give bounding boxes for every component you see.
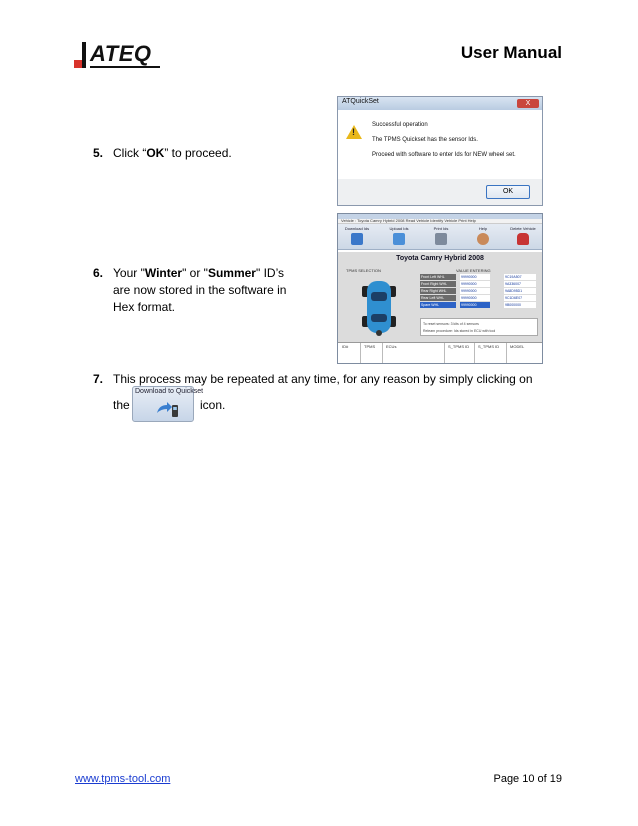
sensor-id-new[interactable]: 9C1D6E07 — [504, 295, 536, 301]
table-row-selected[interactable] — [420, 302, 538, 308]
sensor-id-old[interactable]: 99990000 — [460, 295, 490, 301]
sensor-id-new[interactable]: 9B000000 — [504, 302, 536, 308]
warning-mark: ! — [352, 127, 355, 137]
sensor-id-old[interactable]: 99990000 — [460, 274, 490, 280]
step-number: 7. — [93, 372, 104, 386]
sensor-id-new[interactable]: 9A8D95D1 — [504, 288, 536, 294]
text-run: ” to proceed. — [164, 146, 232, 160]
results-grid — [338, 342, 542, 364]
grid-header: ID# — [342, 344, 349, 349]
printer-icon — [435, 233, 447, 245]
tool-label: Print Ids — [433, 226, 449, 231]
car-icon — [517, 233, 529, 245]
tool-label: Help — [478, 226, 488, 231]
tool-label: Delete Vehicle — [510, 226, 536, 231]
toolbar-help-button[interactable] — [468, 226, 498, 248]
app-toolbar — [338, 224, 542, 250]
grid-divider — [474, 343, 475, 364]
wheel-position: Rear Left WHL — [420, 295, 456, 301]
dialog-message-1: Successful operation — [372, 122, 428, 128]
step-text — [113, 265, 286, 316]
grid-divider — [360, 343, 361, 364]
text-run: " or " — [182, 266, 208, 280]
text-line-1 — [113, 266, 284, 280]
grid-divider — [382, 343, 383, 364]
download-icon — [351, 233, 363, 245]
car-top-view-icon — [360, 278, 398, 336]
menu-text: Vehicle : Toyota Camry Hybrid 2008 Read Vehicle Identify Vehicle Print Help — [341, 218, 476, 223]
vehicle-name: Toyota Camry Hybrid 2008 — [396, 255, 484, 262]
grid-header: MODEL — [510, 344, 525, 349]
table-row[interactable] — [420, 288, 538, 294]
value-entering-header: VALUE ENTERING — [456, 268, 491, 273]
text-line-3: Hex format. — [113, 300, 176, 314]
ok-button[interactable]: OK — [486, 185, 530, 199]
dialog-titlebar — [338, 97, 542, 110]
step-number: 5. — [93, 146, 104, 160]
grid-header: TPMS — [364, 344, 376, 349]
sensor-id-new[interactable]: 9A336007 — [504, 281, 536, 287]
help-icon — [477, 233, 489, 245]
logo-dot — [74, 60, 82, 68]
grid-divider — [444, 343, 445, 364]
download-to-quickset-button[interactable] — [132, 386, 204, 422]
step-text — [113, 145, 232, 162]
sensor-id-old[interactable]: 99990000 — [460, 288, 490, 294]
tool-label: Download Ids — [344, 226, 370, 231]
ateq-logo — [74, 42, 164, 68]
sensor-id-new[interactable]: 9C19A507 — [504, 274, 536, 280]
ok-emphasis: OK — [146, 146, 165, 160]
toolbar-upload-button[interactable] — [384, 226, 414, 248]
grid-header: S_TPMS ID — [478, 344, 500, 349]
grid-header: ECUs — [386, 344, 397, 349]
tool-label: Upload Ids — [389, 226, 409, 231]
upload-icon — [393, 233, 405, 245]
step-7-line-2-after: icon. — [200, 398, 226, 412]
grid-header: S_TPMS ID — [448, 344, 470, 349]
step-number: 6. — [93, 266, 104, 280]
step-7-line-2-before: the — [113, 398, 130, 412]
sensor-id-old[interactable]: 99990000 — [460, 281, 490, 287]
wheel-position: Spare WHL — [420, 302, 456, 308]
toolbar-download-button[interactable] — [342, 226, 372, 248]
wheel-position: Rear Right WHL — [420, 288, 456, 294]
text-run: Click “ — [113, 146, 147, 160]
wheel-position: Front Right WHL — [420, 281, 456, 287]
note-line-2: Relearn procedure: Ids stored in ECU with tool — [423, 329, 496, 333]
note-line-1: To reset sensors: 3 kits of 4 sensors — [423, 322, 479, 326]
app-main-panel — [338, 252, 542, 342]
page-title: User Manual — [460, 43, 562, 62]
logo-underline — [90, 66, 160, 68]
winter-emphasis: Winter — [144, 266, 183, 280]
toolbar-delete-vehicle-button[interactable] — [508, 226, 538, 248]
footer-website-link[interactable]: www.tpms-tool.com — [75, 773, 171, 785]
text-run: Your " — [113, 266, 145, 280]
dialog-title: ATQuickSet — [342, 98, 379, 105]
summer-emphasis: Summer — [207, 266, 256, 280]
page-number: Page 10 of 19 — [493, 773, 562, 785]
wheel-position: Front Left WHL — [420, 274, 456, 280]
close-button[interactable]: X — [517, 99, 539, 108]
sensor-id-old[interactable]: 99990000 — [460, 302, 490, 308]
dialog-message-3: Proceed with software to enter Ids for NEW wheel set. — [372, 152, 516, 158]
download-to-quickset-icon — [155, 399, 179, 419]
sensor-id-table — [420, 274, 538, 309]
logo-bar — [82, 42, 86, 68]
quickset-dialog-screenshot — [337, 96, 543, 206]
logo-text: ATEQ — [90, 41, 152, 66]
dialog-message-2: The TPMS Quickset has the sensor Ids. — [372, 137, 478, 143]
toolbar-print-button[interactable] — [426, 226, 456, 248]
grid-divider — [506, 343, 507, 364]
table-row[interactable] — [420, 274, 538, 280]
text-line-2: are now stored in the software in — [113, 283, 287, 297]
text-run: " ID’s — [255, 266, 285, 280]
table-row[interactable] — [420, 281, 538, 287]
notes-panel — [420, 318, 538, 336]
tpms-selection-header: TPMS SELECTION — [346, 268, 381, 273]
software-window-screenshot — [337, 213, 543, 364]
table-row[interactable] — [420, 295, 538, 301]
dialog-button-bar — [338, 179, 542, 205]
text-line-1: This process may be repeated at any time, for any reason by simply clicking on — [113, 372, 533, 386]
icon-caption: Download to Quickset — [135, 388, 204, 395]
